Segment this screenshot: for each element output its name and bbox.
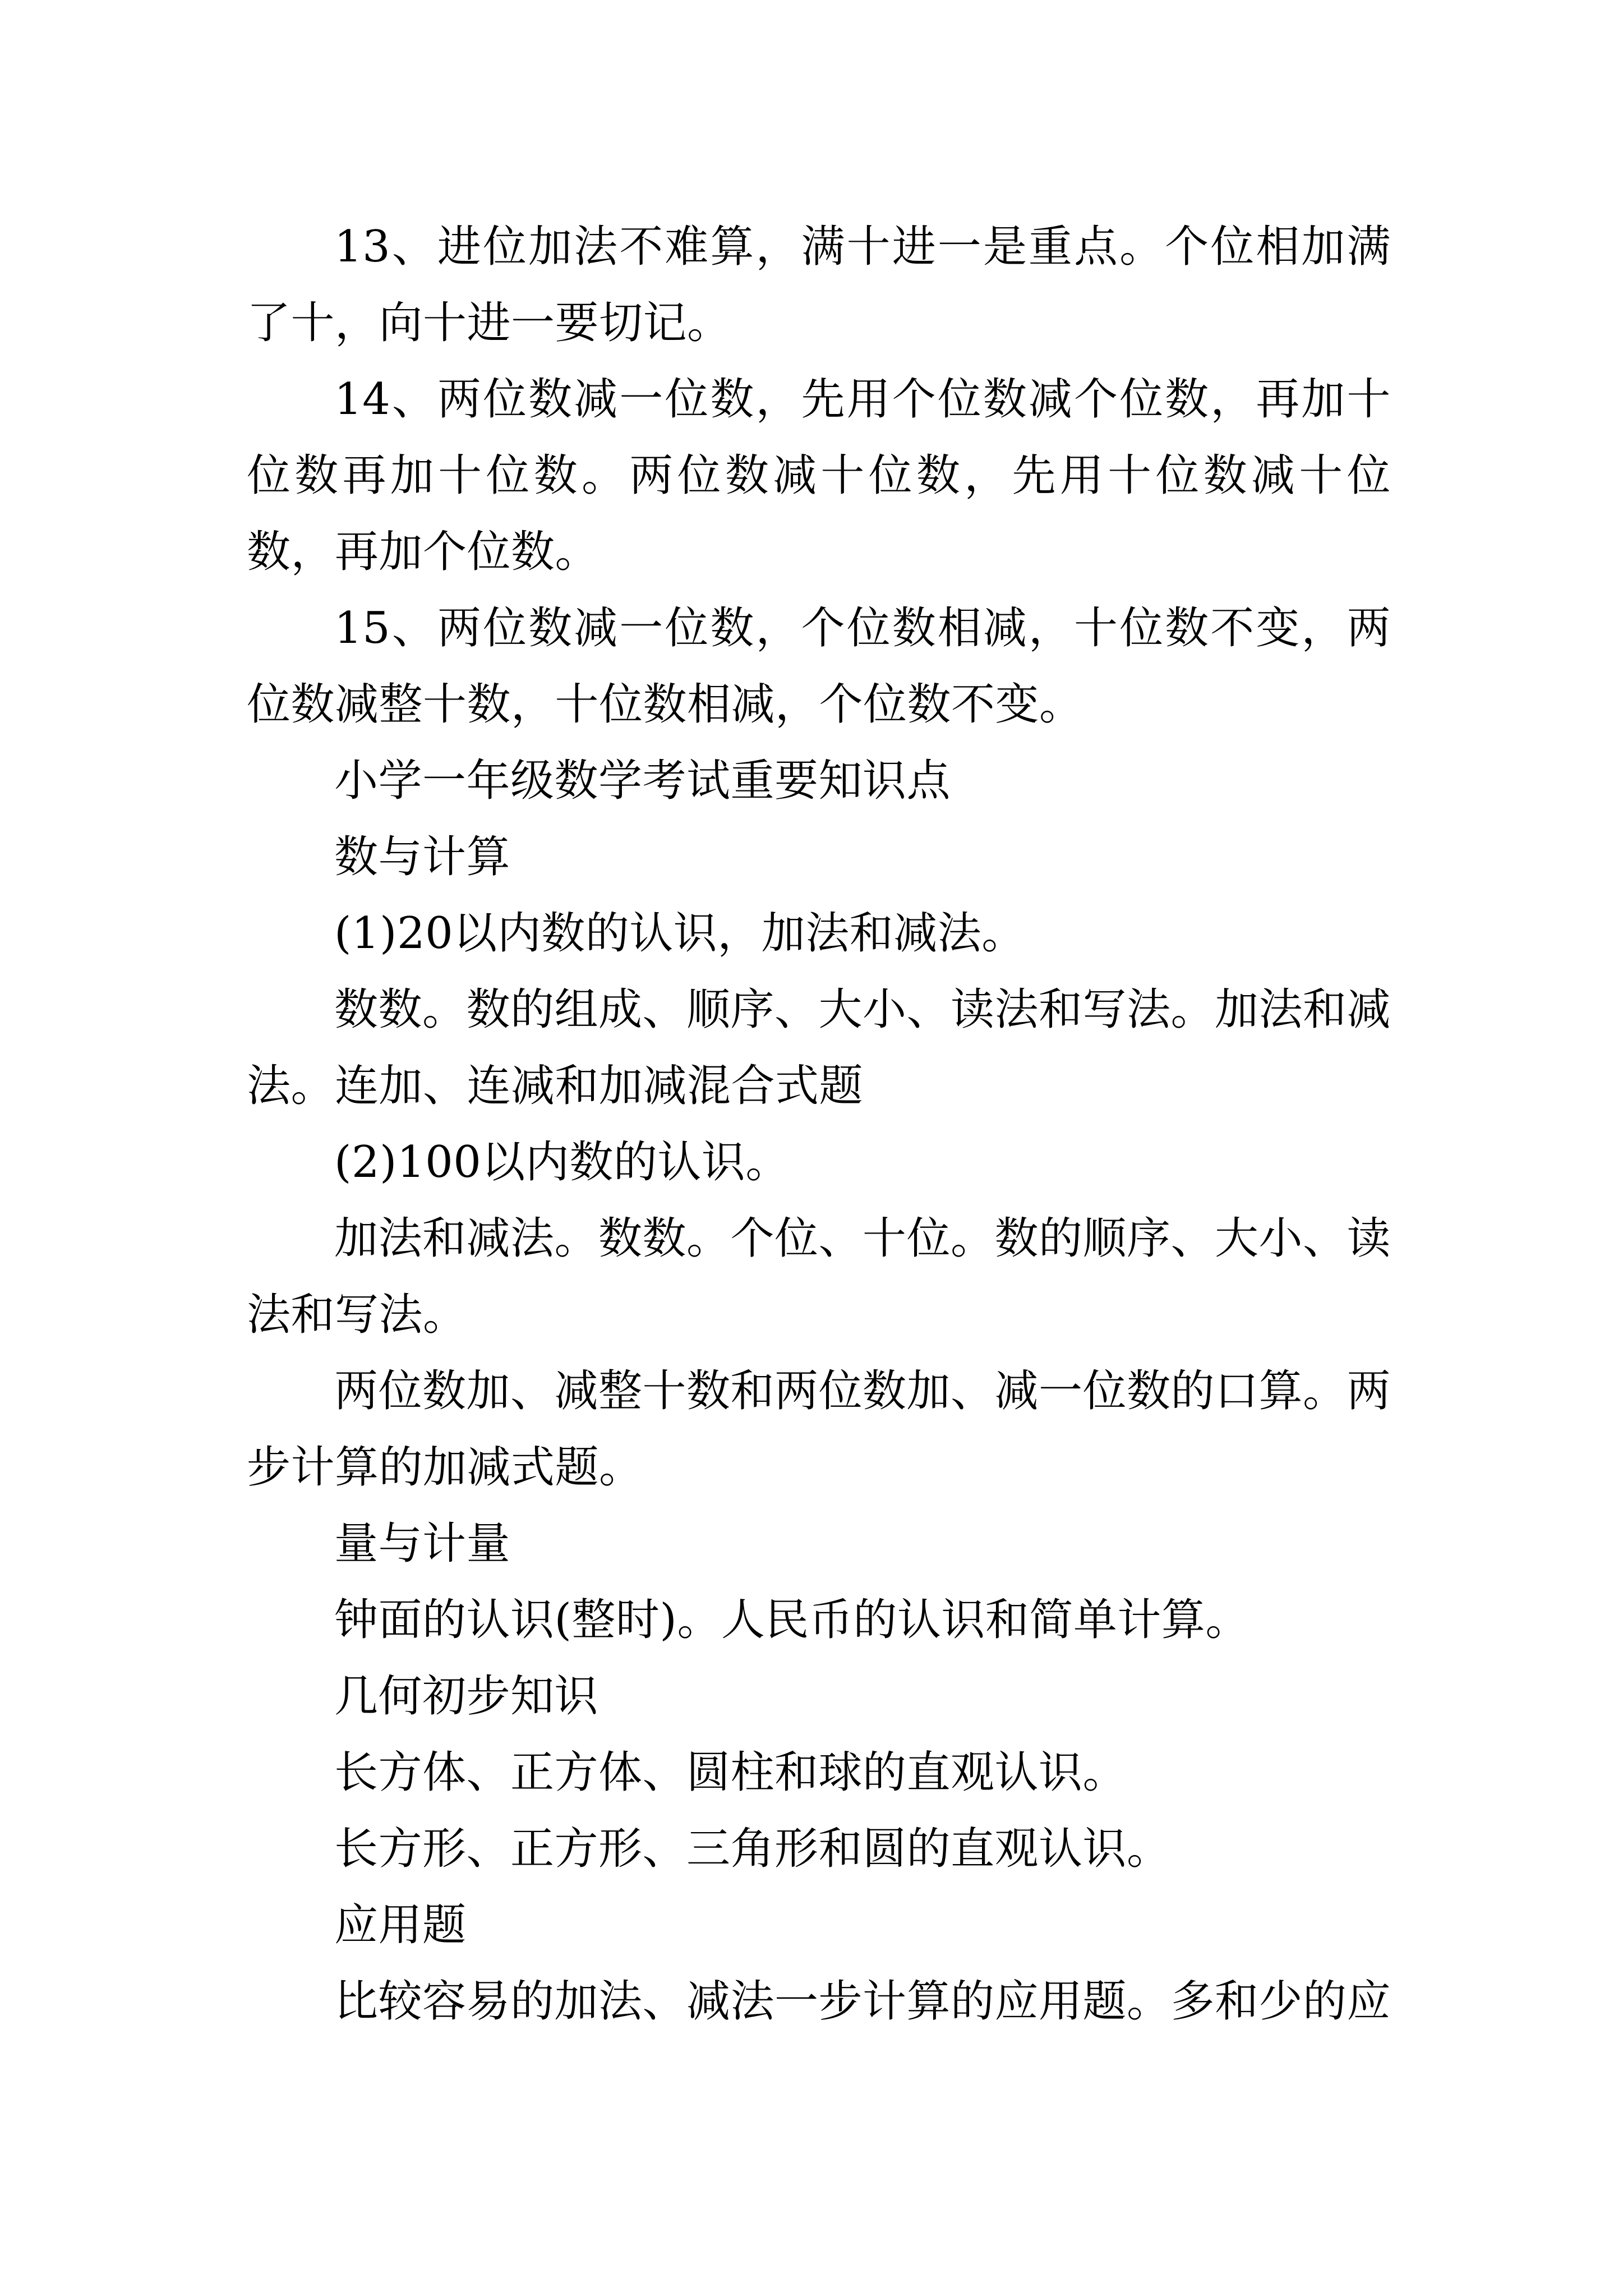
section-heading-word-problems: 应用题 [334, 1900, 467, 1950]
paragraph-mental-arithmetic: 两位数加、减整十数和两位数加、减一位数的口算。两步计算的加减式题。 [247, 1366, 1391, 1493]
section-heading-measurement: 量与计量 [334, 1519, 511, 1569]
item-numbers-within-100: (2)100以内数的认识。 [334, 1137, 790, 1188]
item-numbers-within-20: (1)20以内数的认识，加法和减法。 [334, 908, 1026, 959]
paragraph-solids: 长方体、正方体、圆柱和球的直观认识。 [334, 1747, 1127, 1798]
paragraph-rule-14: 14、两位数减一位数，先用个位数减个位数，再加十位数再加十位数。两位数减十位数，先用十位数减十位数，再加个位数。 [247, 374, 1391, 577]
paragraph-place-value: 加法和减法。数数。个位、十位。数的顺序、大小、读法和写法。 [247, 1213, 1391, 1340]
section-heading-geometry: 几何初步知识 [334, 1671, 599, 1722]
paragraph-counting-composition: 数数。数的组成、顺序、大小、读法和写法。加法和减法。连加、连减和加减混合式题 [247, 984, 1391, 1111]
paragraph-rule-13: 13、进位加法不难算，满十进一是重点。个位相加满了十，向十进一要切记。 [247, 222, 1391, 348]
paragraph-clock-money: 钟面的认识(整时)。人民币的认识和简单计算。 [334, 1595, 1249, 1645]
paragraph-rule-15: 15、两位数减一位数，个位数相减，十位数不变，两位数减整十数，十位数相减，个位数不变。 [247, 603, 1391, 730]
paragraph-plane-shapes: 长方形、正方形、三角形和圆的直观认识。 [334, 1824, 1171, 1874]
section-heading-numbers-calculation: 数与计算 [334, 832, 511, 882]
paragraph-word-problems: 比较容易的加法、减法一步计算的应用题。多和少的应 [334, 1976, 1391, 2027]
document-body [247, 209, 1391, 2040]
section-heading-knowledge-points: 小学一年级数学考试重要知识点 [334, 756, 951, 806]
